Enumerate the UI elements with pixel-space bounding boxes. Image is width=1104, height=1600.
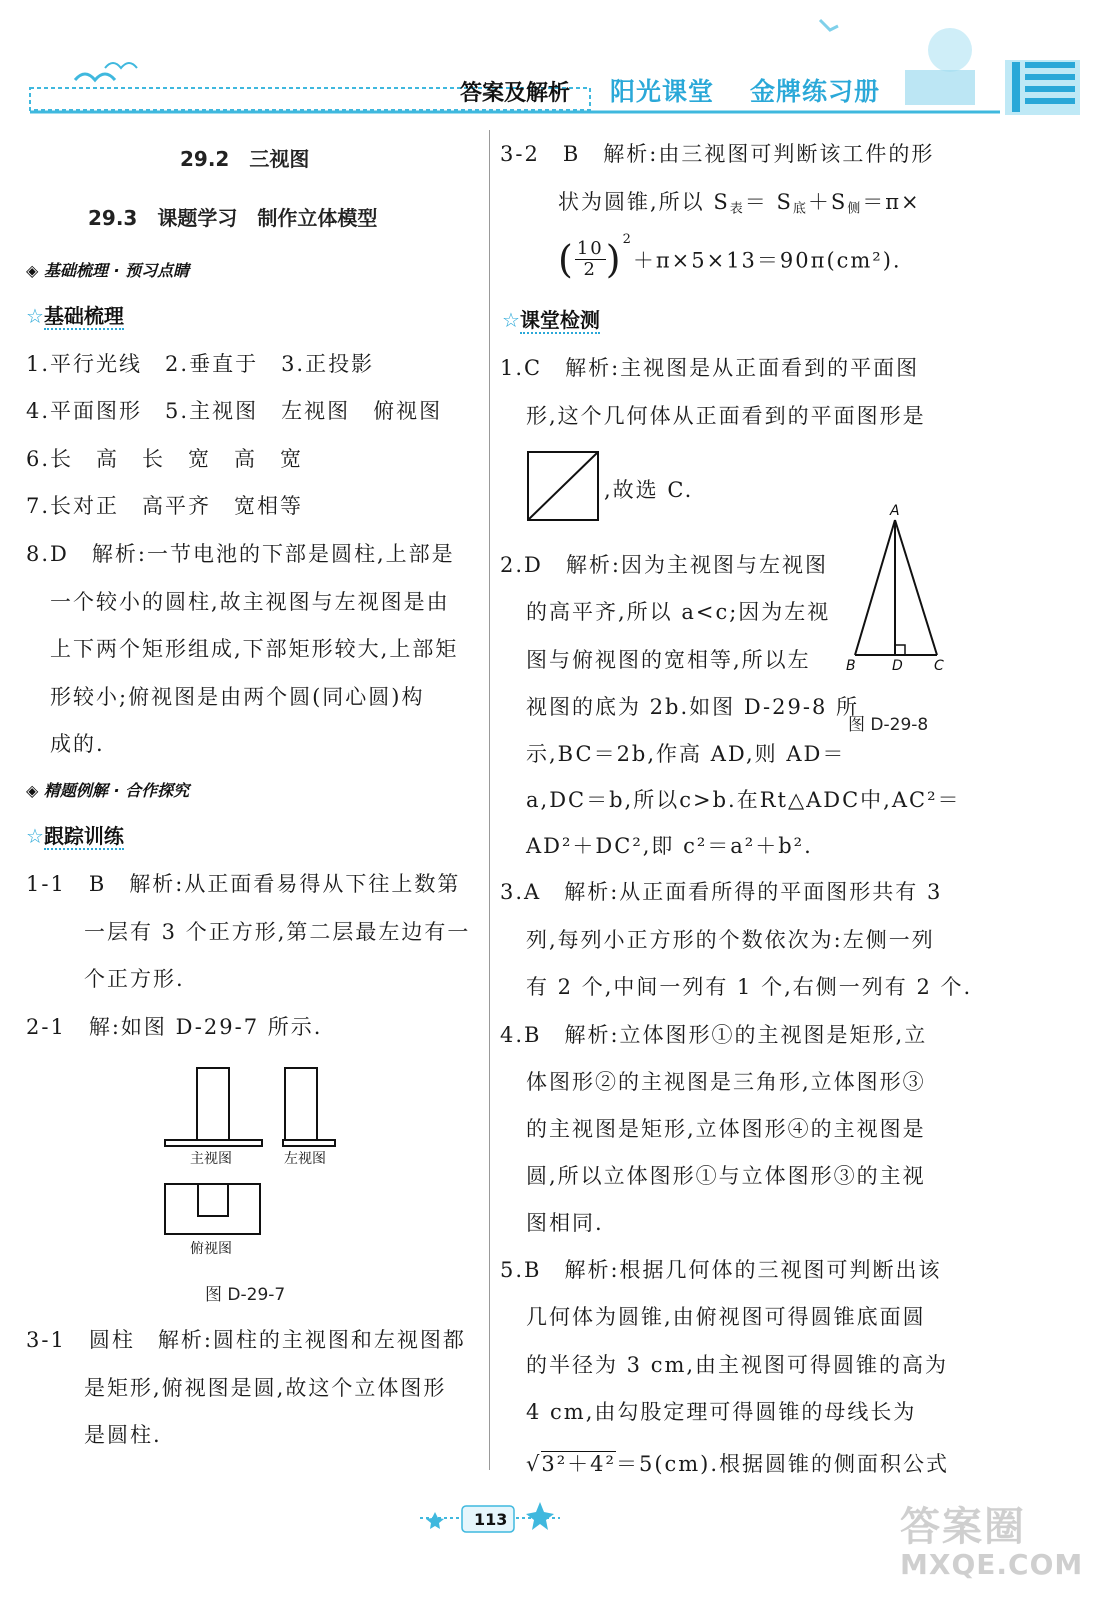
right-line-d6: a,DC＝b,所以c>b.在Rt△ADC中,AC²＝ xyxy=(526,788,961,812)
left-line-15: 是矩形,俯视图是圆,故这个立体图形 xyxy=(84,1376,447,1400)
side-ac xyxy=(895,520,937,655)
right-line-3-2-formula xyxy=(558,186,921,216)
top-view-outer-rect xyxy=(165,1184,260,1234)
exponent: 2 xyxy=(622,232,633,247)
subheading-label: 基础梳理 xyxy=(43,304,124,328)
formula-part: ＝ S xyxy=(744,190,793,214)
watermark-url: MXQE.COM xyxy=(900,1548,1084,1581)
diamond-icon: ◈ xyxy=(26,261,39,280)
left-line-2: 4.平面图形 5.主视图 左视图 俯视图 xyxy=(26,399,443,423)
star-icon: ☆ xyxy=(26,824,44,848)
left-line-1: 1.平行光线 2.垂直于 3.正投影 xyxy=(26,352,375,376)
category-label: 精题例解 · 合作探究 xyxy=(43,781,190,800)
left-view-upper-rect xyxy=(285,1068,317,1140)
fig8-caption: 图 D-29-8 xyxy=(848,715,929,735)
right-line-e3: 有 2 个,中间一列有 1 个,右侧一列有 2 个. xyxy=(526,975,973,999)
formula-sub: 表 xyxy=(729,201,745,217)
left-line-7: 上下两个矩形组成,下部矩形较大,上部矩 xyxy=(50,637,459,661)
right-line-c3: ,故选 C. xyxy=(604,478,694,502)
star-icon xyxy=(526,1502,554,1530)
subheading-class-check xyxy=(502,304,600,333)
top-view-inner-rect xyxy=(198,1184,228,1216)
formula-part: ＋S xyxy=(807,190,848,214)
sqrt-icon: √ xyxy=(526,1452,542,1476)
right-line-e2: 列,每列小正方形的个数依次为:左侧一列 xyxy=(526,928,935,952)
header-bar xyxy=(0,0,1104,120)
fraction-numerator: 10 xyxy=(576,238,604,259)
right-line-c1: 1.C 解析:主视图是从正面看到的平面图 xyxy=(500,356,920,380)
column-divider xyxy=(489,130,490,1470)
star-icon: ☆ xyxy=(26,304,44,328)
left-line-13: 2-1 解:如图 D-29-7 所示. xyxy=(26,1015,323,1039)
left-line-16: 是圆柱. xyxy=(84,1423,162,1447)
formula-rest: ＋π×5×13＝90π(cm²). xyxy=(632,248,902,273)
right-line-3-2-fraction xyxy=(558,232,902,282)
main-view-base xyxy=(165,1140,262,1146)
right-line-d3: 图与俯视图的宽相等,所以左 xyxy=(526,648,811,672)
right-line-d4: 视图的底为 2b.如图 D-29-8 所 xyxy=(526,695,860,719)
formula-sub: 底 xyxy=(792,201,808,217)
formula-part: ＝π× xyxy=(862,190,921,214)
section-heading-29-2: 29.2 三视图 xyxy=(180,147,310,171)
left-line-6: 一个较小的圆柱,故主视图与左视图是由 xyxy=(50,590,450,614)
formula-rest: ＝5(cm).根据圆锥的侧面积公式 xyxy=(615,1452,950,1476)
page-number: 113 xyxy=(474,1510,508,1529)
left-line-10: 1-1 B 解析:从正面看易得从下往上数第 xyxy=(26,872,461,896)
category-heading-examples xyxy=(26,778,189,801)
formula-sub: 侧 xyxy=(847,201,863,217)
category-label: 基础梳理 · 预习点睛 xyxy=(43,261,190,280)
right-line-d5: 示,BC＝2b,作高 AD,则 AD＝ xyxy=(526,742,846,766)
right-line-3-2: 3-2 B 解析:由三视图可判断该工件的形 xyxy=(500,142,935,166)
right-line-g1: 5.B 解析:根据几何体的三视图可判断出该 xyxy=(500,1258,942,1282)
fig8-label-a: A xyxy=(890,503,900,519)
paren-open: ( xyxy=(558,237,575,282)
left-line-8: 形较小;俯视图是由两个圆(同心圆)构 xyxy=(50,685,425,709)
right-line-f2: 体图形②的主视图是三角形,立体图形③ xyxy=(526,1070,926,1094)
left-line-3: 6.长 高 长 宽 高 宽 xyxy=(26,447,304,471)
right-line-d7: AD²＋DC²,即 c²＝a²＋b². xyxy=(526,834,813,858)
main-view-upper-rect xyxy=(197,1068,229,1140)
watermark xyxy=(900,1495,1090,1595)
star-icon: ☆ xyxy=(502,308,520,332)
right-line-g5 xyxy=(526,1448,949,1478)
right-angle-mark xyxy=(895,645,905,655)
fig7-main-label: 主视图 xyxy=(190,1151,232,1167)
fraction xyxy=(575,239,606,280)
subheading-label: 跟踪训练 xyxy=(43,824,124,848)
bird-icon xyxy=(75,74,115,80)
right-line-g2: 几何体为圆锥,由俯视图可得圆锥底面圆 xyxy=(526,1305,926,1329)
left-line-9: 成的. xyxy=(50,732,105,756)
paren-close: ) xyxy=(605,237,623,282)
fig7-top-label: 俯视图 xyxy=(190,1241,232,1257)
diamond-icon: ◈ xyxy=(26,781,39,800)
category-heading-basics xyxy=(26,258,189,281)
right-line-c2: 形,这个几何体从正面看到的平面图形是 xyxy=(526,404,926,428)
left-line-4: 7.长对正 高平齐 宽相等 xyxy=(26,494,304,518)
fig8-label-c: C xyxy=(934,658,944,674)
right-line-f4: 圆,所以立体图形①与立体图形③的主视 xyxy=(526,1164,926,1188)
fig8-label-b: B xyxy=(846,658,856,674)
right-line-f3: 的主视图是矩形,立体图形④的主视图是 xyxy=(526,1117,926,1141)
right-line-g4: 4 cm,由勾股定理可得圆锥的母线长为 xyxy=(526,1400,917,1424)
right-line-f5: 图相同. xyxy=(526,1211,604,1235)
square-diagonal-figure xyxy=(526,450,602,522)
right-line-d2: 的高平齐,所以 a<c;因为左视 xyxy=(526,600,831,624)
formula-part: 状为圆锥,所以 S xyxy=(558,190,730,214)
fig8-label-d: D xyxy=(892,658,903,674)
subheading-tracking xyxy=(26,820,124,849)
sqrt-radicand: 3²＋4² xyxy=(541,1452,616,1476)
right-line-e1: 3.A 解析:从正面看所得的平面图形共有 3 xyxy=(500,880,943,904)
section-heading-29-3: 29.3 课题学习 制作立体模型 xyxy=(88,206,378,230)
subheading-basics xyxy=(26,300,124,329)
right-line-g3: 的半径为 3 cm,由主视图可得圆锥的高为 xyxy=(526,1353,949,1377)
left-line-11: 一层有 3 个正方形,第二层最左边有一 xyxy=(84,920,471,944)
left-line-5: 8.D 解析:一节电池的下部是圆柱,上部是 xyxy=(26,542,455,566)
header-brand: 阳光课堂 xyxy=(610,77,715,106)
watermark-text: 答案圈 xyxy=(900,1504,1026,1550)
right-line-f1: 4.B 解析:立体图形①的主视图是矩形,立 xyxy=(500,1023,928,1047)
side-ab xyxy=(855,520,895,655)
right-line-d1: 2.D 解析:因为主视图与左视图 xyxy=(500,553,828,577)
left-view-base xyxy=(283,1140,335,1146)
fig7-left-label: 左视图 xyxy=(284,1151,326,1167)
subheading-label: 课堂检测 xyxy=(519,308,600,332)
figure-d-29-8 xyxy=(845,500,955,680)
left-line-12: 个正方形. xyxy=(84,967,185,991)
header-brand-2: 金牌练习册 xyxy=(750,77,881,106)
header-title: 答案及解析 xyxy=(460,81,571,106)
left-line-14: 3-1 圆柱 解析:圆柱的主视图和左视图都 xyxy=(26,1328,466,1352)
fig7-caption: 图 D-29-7 xyxy=(205,1285,286,1305)
fraction-denominator: 2 xyxy=(583,259,597,280)
